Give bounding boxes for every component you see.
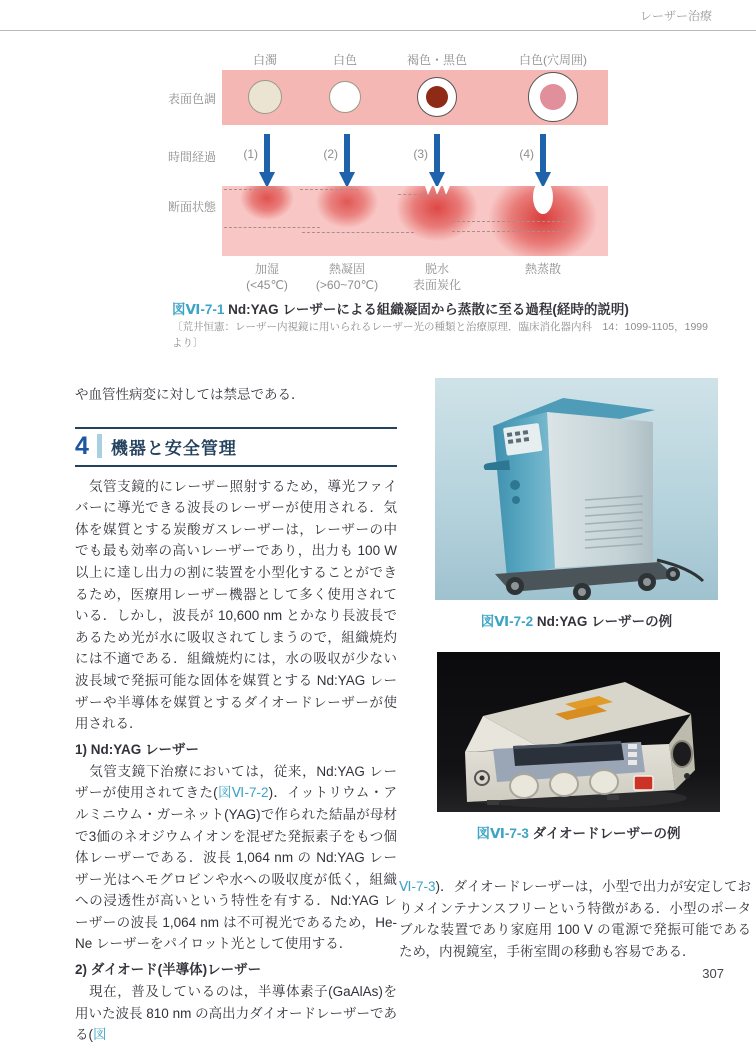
step-number-3: (3) [413, 147, 428, 161]
diode-laser-illustration [437, 652, 720, 812]
figure-ref-vi-7-2: 図Ⅵ-7-2 [217, 785, 269, 801]
surface-label-4: 白色(穴周囲) [519, 53, 587, 67]
process-label-4 [525, 261, 561, 277]
laser-arrow-icon [259, 134, 275, 188]
process-label-line: 熱凝固 [328, 262, 365, 276]
laser-arrow-icon [535, 134, 551, 188]
vaporization-hole [533, 186, 553, 214]
depth-guide [302, 232, 414, 233]
depth-guide [224, 227, 320, 228]
running-head: レーザー治療 [639, 9, 712, 23]
paragraph-ndyag-before: 気管支鏡下治療においては，従来，Nd:YAG レーザーが使用されてきた( [75, 763, 397, 801]
nd-yag-laser-photo [435, 378, 718, 600]
figure1-caption-text: Nd:YAG レーザーによる組織凝固から蒸散に至る過程(経時的説明) [228, 302, 629, 317]
subheading-ndyag: 1) Nd:YAG レーザー [75, 741, 200, 757]
process-label-1 [246, 261, 288, 293]
step-number-1: (1) [243, 147, 258, 161]
figure1-citation: 〔荒井恒憲：レーザー内視鏡に用いられるレーザー光の種類と治療原理．臨床消化器内科 14：1099-1105，1999 より〕 [172, 321, 708, 349]
paragraph-diode-before: 現在，普及しているのは，半導体素子(GaAlAs)を用いた波長 810 nm の高出力ダイオードレーザーである( [75, 984, 397, 1043]
section-row-label: 断面状態 [168, 200, 217, 214]
process-label-line: 熱蒸散 [524, 262, 562, 276]
paragraph-diode-continued-text: )．ダイオードレーザーは，小型で出力が安定しておりメインテナンスフリーという特徴がある．小型のポータブルな装置であり家庭用 100 V の電源で発振可能であるため，内視鏡室，手術室間の移動も容易である． [399, 879, 751, 959]
section-heading [75, 427, 397, 467]
diode-laser-photo [437, 652, 720, 812]
figure1-caption-tag: 図Ⅵ-7-1 [172, 302, 225, 317]
paragraph-diode-start [75, 981, 397, 1046]
nd-yag-laser-illustration [435, 378, 718, 600]
spot-cloudy-white [248, 80, 282, 114]
step-number-2: (2) [323, 147, 338, 161]
subheading-diode: 2) ダイオード(半導体)レーザー [75, 962, 262, 978]
process-label-line: 脱水 [424, 262, 450, 276]
paragraph-co2-laser: 気管支鏡的にレーザー照射するため，導光ファイバーに導光できる波長のレーザーが使用される．気体を媒質とする炭酸ガスレーザーは，レーザーの中でも最も効率の高いレーザーであり，出力も 100 W 以上に達し出力の割に装置を小型化することができるため，医療用レーザー機器として多く使用されている．しかし，波長が 10,600 nm とかなり長波長であるため光が水に吸収されてしまうので，組織焼灼には不適である．組織焼灼には，水の吸収が少ない波長域で発振可能な固体を媒質とする Nd:YAG レーザーや半導体を媒質とするダイオードレーザーが使用される． [75, 478, 397, 732]
time-row-label: 時間経過 [168, 150, 217, 164]
step-number-4: (4) [519, 147, 534, 161]
spot-hole-inner [540, 84, 566, 110]
depth-guide [452, 231, 570, 232]
depth-guide [300, 189, 358, 190]
figure-ref-continues: 図 [93, 1027, 107, 1043]
figure2-caption-tag: 図Ⅵ-7-2 [480, 614, 534, 629]
surface-label-2: 白色 [332, 53, 358, 67]
laser-arrow-icon [429, 134, 445, 188]
process-label-2 [316, 261, 378, 293]
left-column [75, 384, 397, 1046]
process-label-line: 加湿 [254, 262, 280, 276]
process-label-3 [413, 261, 461, 293]
section-heading-bar [97, 434, 102, 458]
depth-guide [398, 194, 448, 195]
section-number: 4 [75, 431, 89, 460]
process-label-line: (<45℃) [246, 278, 288, 292]
paragraph-diode-continued [399, 876, 751, 962]
figure3-caption-tag: 図Ⅵ-7-3 [476, 826, 529, 841]
figure2-caption-text: Nd:YAG レーザーの例 [536, 614, 673, 629]
surface-label-3: 褐色・黒色 [406, 53, 468, 67]
section-title: 機器と安全管理 [110, 438, 237, 458]
paragraph-ndyag-after: )．イットリウム・アルミニウム・ガーネット(YAG)で作られた結晶が母材で3価のネオジウムイオンを混ぜた発振素子をもつ個体レーザーである．波長 1,064 nm の Nd:YAG レーザー光はヘモグロビンや水への吸収度が低く，組織への浸透性が高いという特性を有する．Nd:YAG レーザーの波長 1,064 nm は不可視光であるため，He-Ne レーザーをパイロット光として使用する． [75, 785, 397, 952]
figure1-caption [172, 298, 740, 318]
surface-row-label: 表面色調 [168, 92, 217, 106]
figure3-caption [437, 822, 720, 842]
figure2-caption [435, 610, 718, 630]
process-label-line: (>60~70℃) [315, 278, 379, 292]
spot-brown-black-inner [426, 86, 448, 108]
depth-guide [452, 221, 570, 222]
figure3-caption-text: ダイオードレーザーの例 [532, 826, 681, 841]
surface-label-1: 白濁 [252, 53, 278, 67]
process-label-line: 表面炭化 [412, 278, 462, 292]
intro-line: や血管性病変に対しては禁忌である． [75, 387, 305, 402]
paragraph-ndyag [75, 761, 397, 955]
figure-ref-vi-7-3: Ⅵ-7-3 [399, 879, 436, 894]
spot-white [329, 81, 361, 113]
page-number: 307 [702, 966, 724, 981]
laser-arrow-icon [339, 134, 355, 188]
depth-guide [224, 189, 282, 190]
header-rule [0, 30, 756, 31]
